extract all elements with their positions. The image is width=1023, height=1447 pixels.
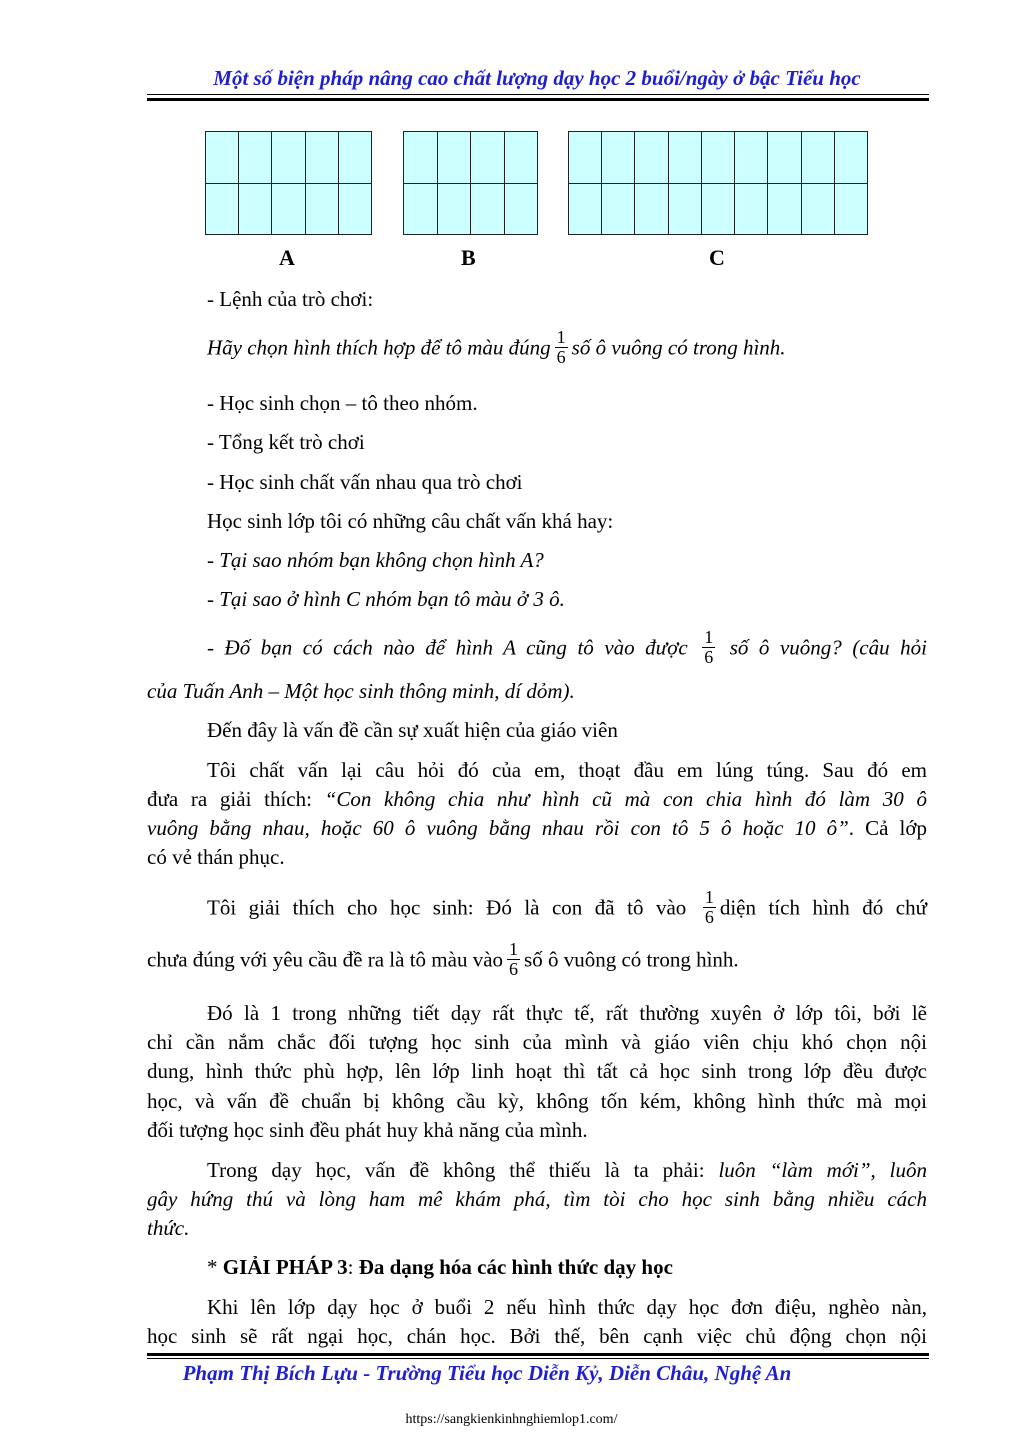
grid-cell [569,184,602,236]
grid-figure-a [205,131,372,235]
grid-cell [602,132,635,184]
solution-3-heading: * GIẢI PHÁP 3: Đa dạng hóa các hình thức dạy học [207,1255,673,1279]
grid-cell [471,184,505,236]
fraction-one-sixth: $\frac{1}{6}$ [556,327,566,367]
paragraph-step-3: - Học sinh chất vấn nhau qua trò chơi [207,470,523,494]
grid-cell [239,184,272,236]
paragraph-lesson-line5: đối tượng học sinh đều phát huy khả năng của mình. [147,1118,588,1142]
grid-cell [602,184,635,236]
grid-label-a: A [279,245,295,270]
question-3: - Đố bạn có cách nào để hình A cũng tô vào được $\frac{1}{6}$ số ô vuông? (câu hỏi [207,627,927,667]
paragraph-step-1: - Học sinh chọn – tô theo nhóm. [207,391,478,415]
paragraph-lesson-line1: Đó là 1 trong những tiết dạy rất thực tế, rất thường xuyên ở lớp tôi, bởi lẽ [207,1001,927,1025]
grid-cell [404,184,438,236]
grid-cell [339,184,372,236]
page-header-title: Một số biện pháp nâng cao chất lượng dạy học 2 buổi/ngày ở bậc Tiểu học [213,66,861,90]
question-2: - Tại sao ở hình C nhóm bạn tô màu ở 3 ô. [207,587,565,611]
grid-cell [735,184,768,236]
question-1: - Tại sao nhóm bạn không chọn hình A? [207,548,544,572]
paragraph-lesson-line3: dung, hình thức phù hợp, lên lớp linh hoạt thì tất cả học sinh trong lớp đều được [147,1059,927,1083]
grid-cell [505,132,539,184]
paragraph-teacher-explains: Tôi giải thích cho học sinh: Đó là con đã tô vào $\frac{1}{6}$ diện tích hình đó chứ [207,887,928,927]
grid-figure-b [403,131,538,235]
grid-cell [702,184,735,236]
grid-cell [206,184,239,236]
grid-cell [802,184,835,236]
footer-rule-thick [147,1353,929,1356]
game-command-text: Hãy chọn hình thích hợp để tô màu đúng $\frac{1}{6}$ số ô vuông có trong hình. [207,327,786,367]
grid-cell [272,132,305,184]
grid-cell [635,184,668,236]
fraction-one-sixth: $\frac{1}{6}$ [704,887,714,927]
fraction-one-sixth: $\frac{1}{6}$ [509,939,519,979]
grid-cell [306,132,339,184]
header-rule-thin [147,94,929,95]
paragraph-step-2: - Tổng kết trò chơi [207,430,365,454]
grid-label-b: B [461,245,476,270]
grid-cell [404,132,438,184]
header-rule-thick [147,98,929,101]
grid-cell [669,184,702,236]
paragraph-innovation-line2: gây hứng thú và lòng ham mê khám phá, tìm tòi cho học sinh bằng nhiều cách [147,1187,927,1211]
paragraph-solution3-line1: Khi lên lớp dạy học ở buổi 2 nếu hình thức dạy học đơn điệu, nghèo nàn, [207,1295,927,1319]
grid-cell [438,132,472,184]
grid-cell [306,184,339,236]
grid-cell [272,184,305,236]
paragraph-teacher-needed: Đến đây là vấn đề cần sự xuất hiện của giáo viên [207,718,618,742]
grid-figure-c [568,131,868,235]
paragraph-explanation-line1: Tôi chất vấn lại câu hỏi đó của em, thoạt đầu em lúng túng. Sau đó em [207,758,927,782]
grid-cell [438,184,472,236]
paragraph-innovation-line1: Trong dạy học, vấn đề không thể thiếu là ta phải: luôn “làm mới”, luôn [207,1158,927,1182]
fraction-one-sixth: $\frac{1}{6}$ [704,627,714,667]
paragraph-lesson-line4: học, và vấn đề chuẩn bị không cầu kỳ, không tốn kém, không hình thức mà mọi [147,1089,927,1113]
grid-cell [768,184,801,236]
paragraph-teacher-explains-cont: chưa đúng với yêu cầu đề ra là tô màu vào $\frac{1}{6}$ số ô vuông có trong hình. [147,939,739,979]
game-command-heading: - Lệnh của trò chơi: [207,287,374,311]
grid-cell [835,184,868,236]
grid-cell [239,132,272,184]
footer-url: https://sangkienkinhnghiemlop1.com/ [405,1412,618,1427]
paragraph-explanation-line4: có vẻ thán phục. [147,845,285,869]
grid-cell [339,132,372,184]
grid-cell [835,132,868,184]
footer-rule-thin [147,1358,929,1359]
paragraph-questions-intro: Học sinh lớp tôi có những câu chất vấn khá hay: [207,509,614,533]
footer-author: Phạm Thị Bích Lựu - Trường Tiểu học Diễn Kỷ, Diễn Châu, Nghệ An [182,1361,792,1385]
grid-cell [735,132,768,184]
paragraph-explanation-line3: vuông bằng nhau, hoặc 60 ô vuông bằng nhau rồi con tô 5 ô hoặc 10 ô”. Cả lớp [147,816,927,840]
grid-cell [768,132,801,184]
grid-cell [206,132,239,184]
grid-label-c: C [709,245,725,270]
grid-cell [802,132,835,184]
question-3-continued: của Tuấn Anh – Một học sinh thông minh, dí dỏm). [147,679,575,703]
paragraph-innovation-line3: thức. [147,1216,190,1240]
paragraph-lesson-line2: chỉ cần nắm chắc đối tượng học sinh của mình và giáo viên chịu khó chọn nội [147,1030,927,1054]
grid-cell [471,132,505,184]
grid-cell [505,184,539,236]
grid-cell [635,132,668,184]
paragraph-solution3-line2: học sinh sẽ rất ngại học, chán học. Bởi thế, bên cạnh việc chủ động chọn nội [147,1324,927,1348]
paragraph-explanation-line2: đưa ra giải thích: “Con không chia như hình cũ mà con chia hình đó làm 30 ô [147,787,927,811]
grid-cell [669,132,702,184]
grid-cell [702,132,735,184]
grid-cell [569,132,602,184]
